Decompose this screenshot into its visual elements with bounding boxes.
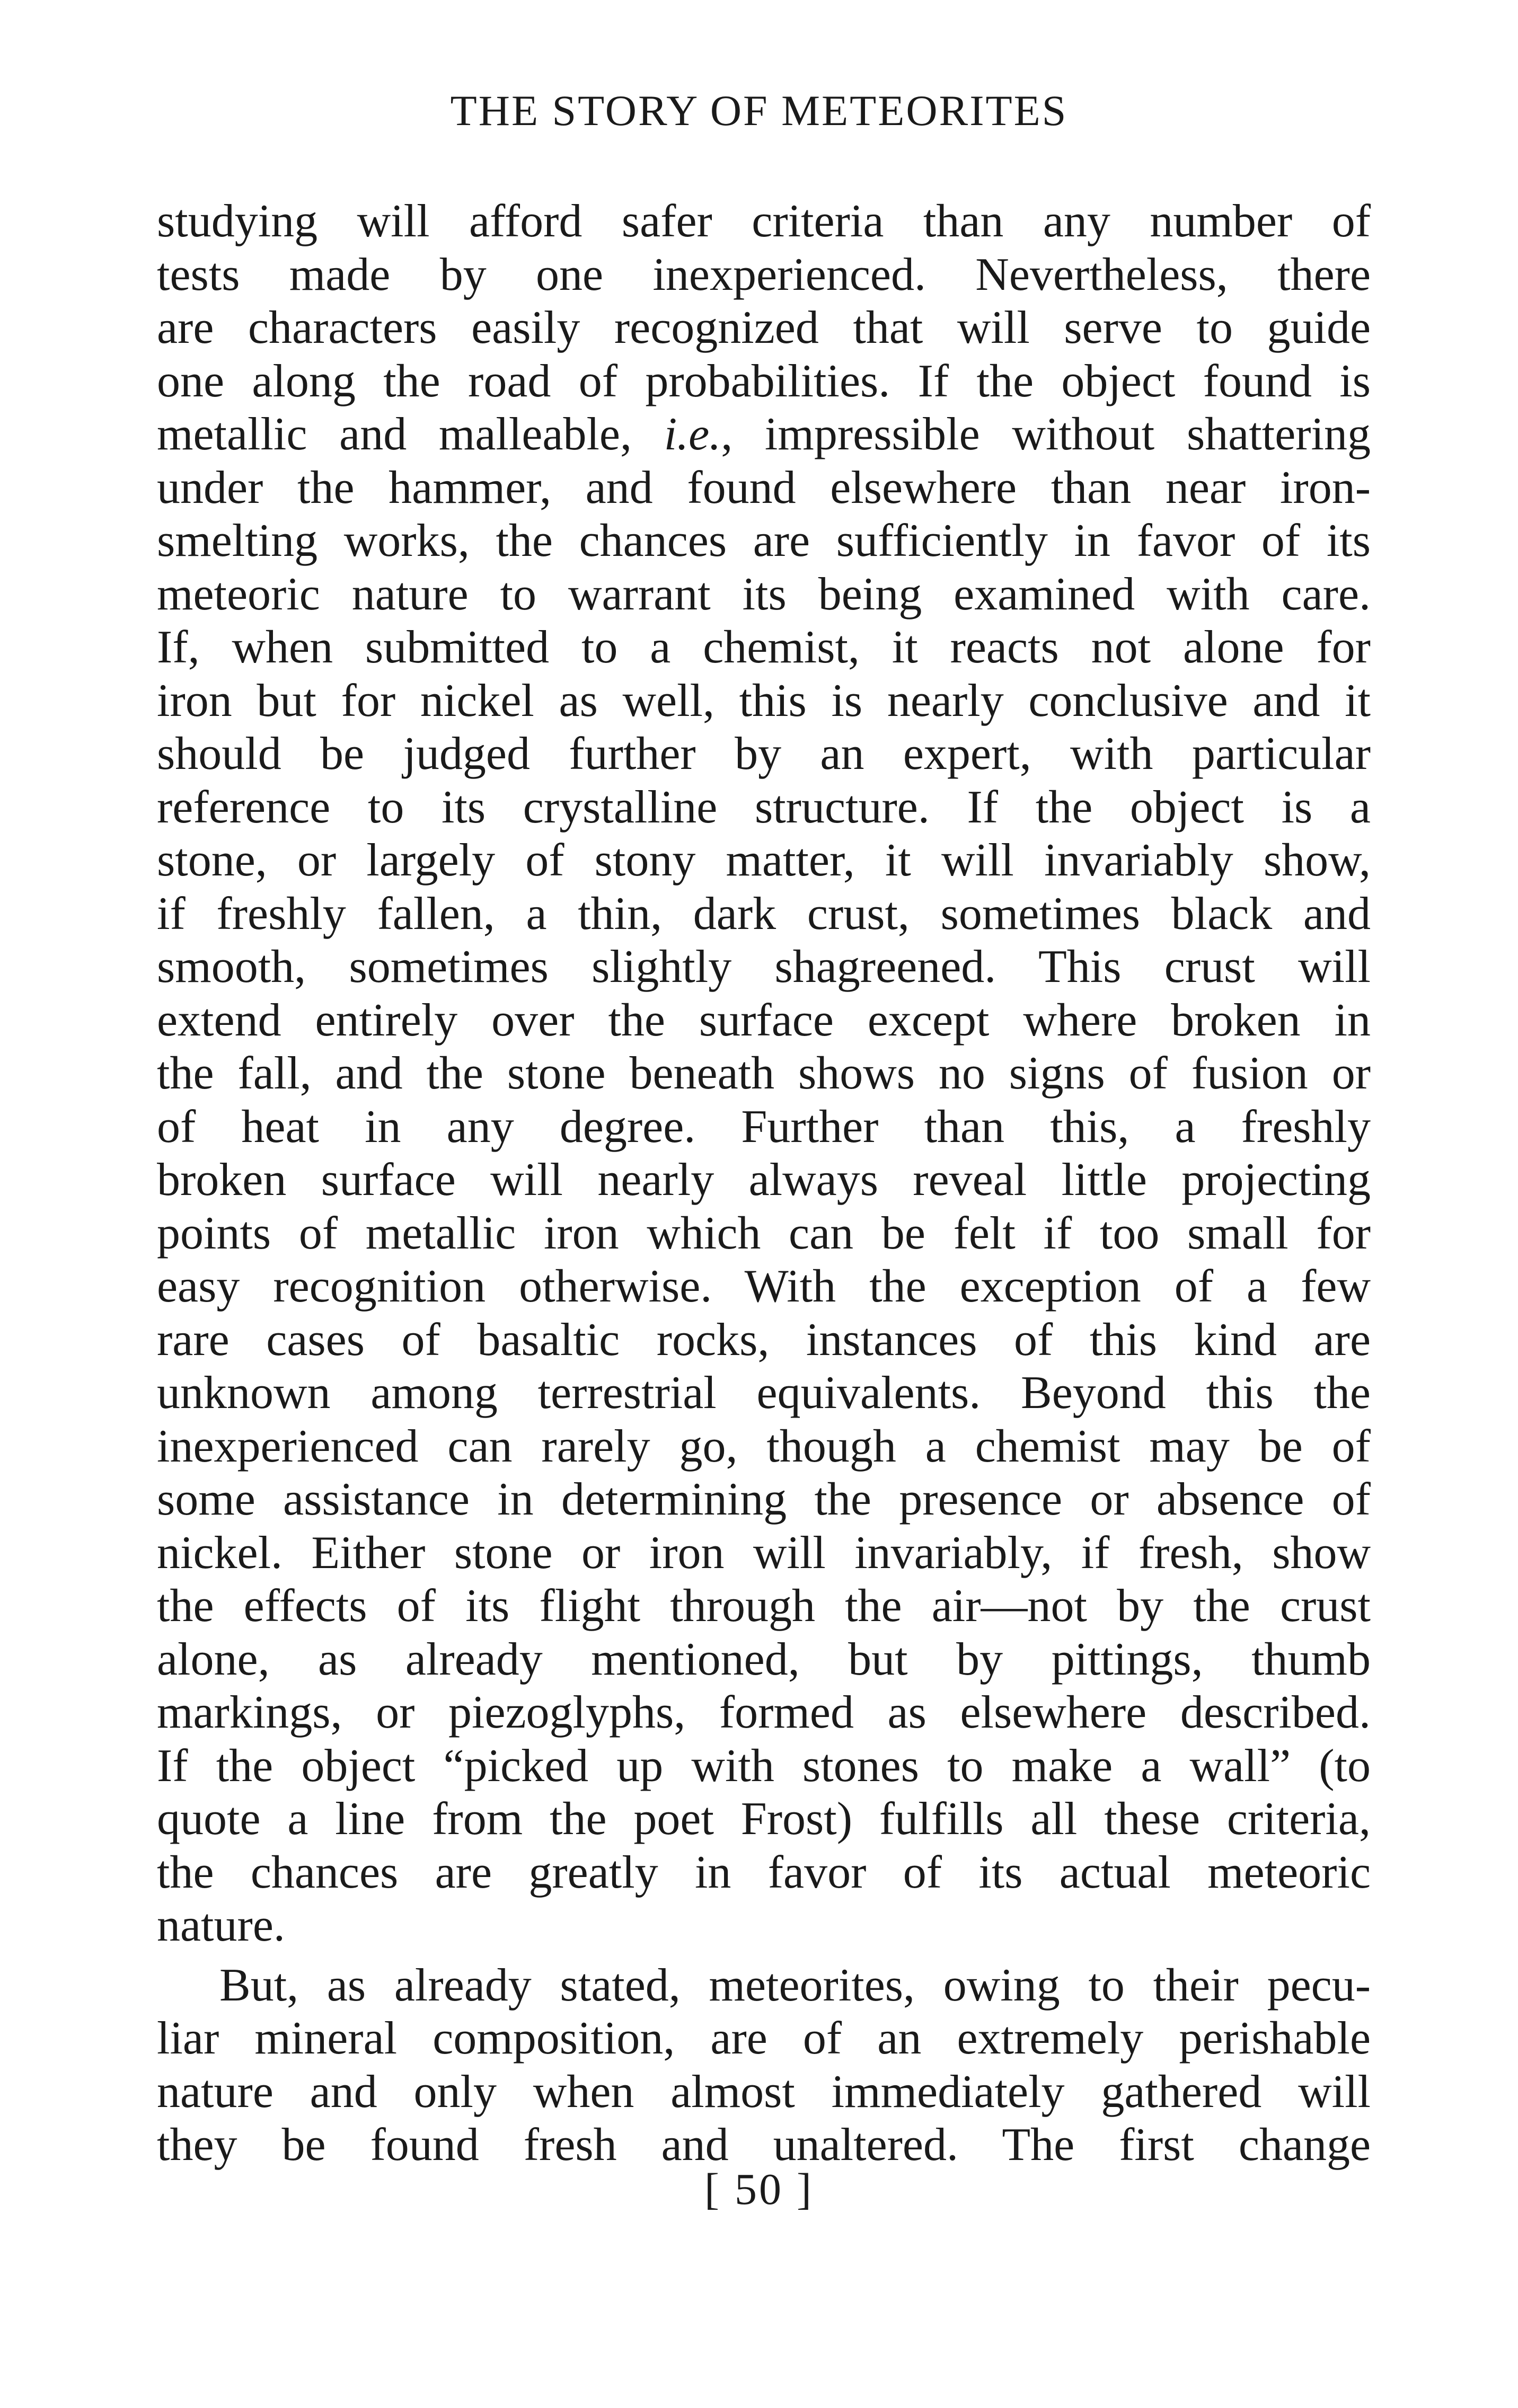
text-line: liar mineral composition, are of an extremely perishable bbox=[157, 2013, 1371, 2064]
paragraph-1 bbox=[157, 195, 1371, 1953]
text-line: nickel. Either stone or iron will invariably, if fresh, show bbox=[157, 1527, 1371, 1579]
text-line: smelting works, the chances are sufficiently in favor of its bbox=[157, 515, 1371, 566]
text-line: one along the road of probabilities. If the object found is bbox=[157, 355, 1371, 407]
text-line: studying will afford safer criteria than any number of bbox=[157, 196, 1371, 247]
text-line: iron but for nickel as well, this is nearly conclusive and it bbox=[157, 675, 1371, 727]
italic-abbreviation: i.e. bbox=[664, 409, 721, 460]
text-line: broken surface will nearly always reveal little projecting bbox=[157, 1154, 1371, 1206]
text-line: quote a line from the poet Frost) fulfills all these criteria, bbox=[157, 1793, 1371, 1845]
text-line: smooth, sometimes slightly shagreened. This crust will bbox=[157, 941, 1371, 993]
page-number: [ 50 ] bbox=[704, 2165, 814, 2214]
text-line: If, when submitted to a chemist, it reacts not alone for bbox=[157, 622, 1371, 673]
text-line: under the hammer, and found elsewhere than near iron- bbox=[157, 462, 1371, 514]
text-line: of heat in any degree. Further than this, a freshly bbox=[157, 1101, 1371, 1153]
paragraph-2 bbox=[157, 1959, 1371, 2172]
text-line: they be found fresh and unaltered. The first change bbox=[157, 2119, 1371, 2171]
text-line: metallic and malleable, i.e., impressible without shattering bbox=[157, 409, 1371, 460]
text-line: rare cases of basaltic rocks, instances of this kind are bbox=[157, 1314, 1371, 1366]
body-text bbox=[157, 195, 1371, 2172]
text-line: markings, or piezoglyphs, formed as elsewhere described. bbox=[157, 1687, 1371, 1738]
text-line: extend entirely over the surface except where broken in bbox=[157, 994, 1371, 1046]
text-line: points of metallic iron which can be felt if too small for bbox=[157, 1207, 1371, 1259]
text-line: If the object “picked up with stones to make a wall” (to bbox=[157, 1740, 1371, 1792]
text-line: alone, as already mentioned, but by pittings, thumb bbox=[157, 1633, 1371, 1685]
running-head: THE STORY OF METEORITES bbox=[450, 86, 1068, 135]
text-line: are characters easily recognized that will serve to guide bbox=[157, 302, 1371, 353]
text-line: the chances are greatly in favor of its actual meteoric bbox=[157, 1846, 1371, 1898]
text-line: should be judged further by an expert, with particular bbox=[157, 728, 1371, 780]
text-line: nature. bbox=[157, 1900, 285, 1951]
text-line: inexperienced can rarely go, though a chemist may be of bbox=[157, 1420, 1371, 1472]
text-line: stone, or largely of stony matter, it will invariably show, bbox=[157, 835, 1371, 886]
text-line: easy recognition otherwise. With the exception of a few bbox=[157, 1261, 1371, 1312]
text-line: tests made by one inexperienced. Nevertheless, there bbox=[157, 249, 1371, 300]
text-line: some assistance in determining the presence or absence of bbox=[157, 1474, 1371, 1525]
text-line: meteoric nature to warrant its being examined with care. bbox=[157, 568, 1371, 620]
text-line: But, as already stated, meteorites, owing to their pecu- bbox=[219, 1959, 1371, 2011]
text-line: reference to its crystalline structure. If the object is a bbox=[157, 781, 1371, 833]
paragraph-gap bbox=[157, 1953, 1371, 1959]
text-line: unknown among terrestrial equivalents. Beyond this the bbox=[157, 1367, 1371, 1419]
text-line: nature and only when almost immediately gathered will bbox=[157, 2066, 1371, 2118]
text-line: the effects of its flight through the air—not by the crust bbox=[157, 1580, 1371, 1632]
text-line: the fall, and the stone beneath shows no signs of fusion or bbox=[157, 1048, 1371, 1099]
text-line: if freshly fallen, a thin, dark crust, sometimes black and bbox=[157, 888, 1371, 940]
